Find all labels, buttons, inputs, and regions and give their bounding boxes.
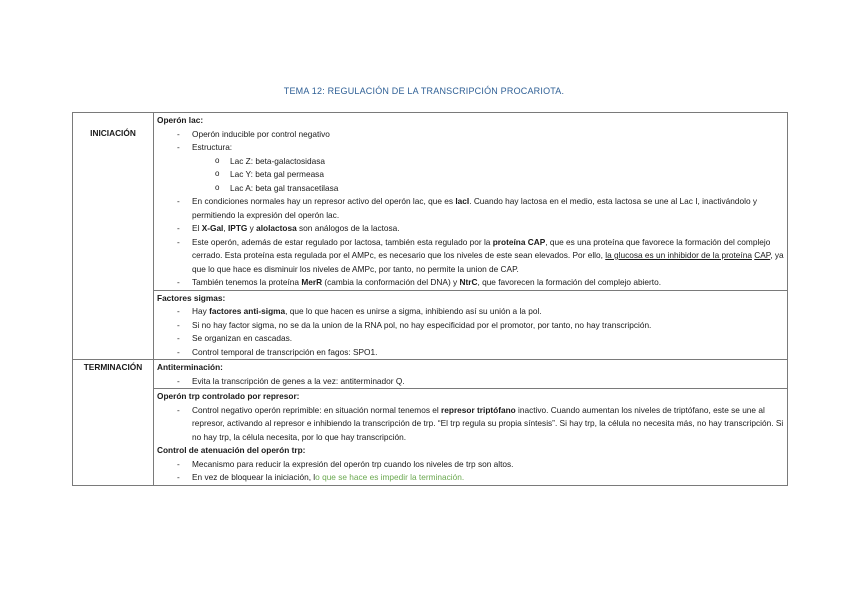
table-row xyxy=(73,290,788,360)
antitermination-cell xyxy=(154,360,788,389)
list-item: - Evita la transcripción de genes a la vez: antiterminador Q. xyxy=(157,375,784,389)
lac-heading: Operón lac: xyxy=(157,115,204,125)
sigma-factors-cell xyxy=(154,290,788,360)
table-row xyxy=(73,360,788,389)
list-item: - Control temporal de transcripción en fagos: SPO1. xyxy=(157,346,784,360)
list-item: - Este operón, además de estar regulado por lactosa, también esta regulado por la proteína CAP, que es una proteína que favorece la formación del complejo cerrado. Esta proteína esta regulada por el AMPc, es necesario que los niveles de este sean elevados. Por ello, la glucosa es un inhibidor de la proteína CAP, ya que lo que hace es disminuir los niveles de AMPc, por tanto, no permite la union de CAP. xyxy=(157,236,784,277)
section-label-iniciacion: INICIACIÓN xyxy=(73,113,154,360)
section-label-terminacion: TERMINACIÓN xyxy=(73,360,154,486)
table-row xyxy=(73,389,788,486)
list-item: - En vez de bloquear la iniciación, lo que se hace es impedir la terminación. xyxy=(157,471,784,485)
list-item: - Control negativo operón reprimible: en situación normal tenemos el represor triptófano inactivo. Cuando aumentan los niveles de triptófano, este se une al represor, activando al represor e inhibiendo la transcripción de trp. “El trp regula su propia síntesis”. Si hay trp, la célula no necesita más, no hay transcripción. Si no hay trp, la célula necesita, por lo que hay transcripción. xyxy=(157,404,784,445)
trp-operon-cell xyxy=(154,389,788,486)
list-item: - Estructura: xyxy=(157,141,784,155)
sub-list-item: o Lac Y: beta gal permeasa xyxy=(157,168,784,182)
list-item: - Operón inducible por control negativo xyxy=(157,128,784,142)
list-item: - En condiciones normales hay un represor activo del operón lac, que es lacI. Cuando hay lactosa en el medio, esta lactosa se une al Lac I, inactivándolo y permitiendo la expresión del operón lac. xyxy=(157,195,784,222)
list-item: - Se organizan en cascadas. xyxy=(157,332,784,346)
content-table xyxy=(72,112,788,486)
list-item: - Si no hay factor sigma, no se da la union de la RNA pol, no hay especificidad por el promotor, por tanto, no hay transcripción. xyxy=(157,319,784,333)
list-item: - Mecanismo para reducir la expresión del operón trp cuando los niveles de trp son altos. xyxy=(157,458,784,472)
list-item: - El X-Gal, IPTG y alolactosa son análogos de la lactosa. xyxy=(157,222,784,236)
table-row xyxy=(73,113,788,291)
trp-heading: Operón trp controlado por represor: xyxy=(157,391,300,401)
antitermination-heading: Antiterminación: xyxy=(157,362,223,372)
list-item: - También tenemos la proteína MerR (cambia la conformación del DNA) y NtrC, que favorecen la formación del complejo abierto. xyxy=(157,276,784,290)
list-item: - Hay factores anti-sigma, que lo que hacen es unirse a sigma, inhibiendo así su unión a la pol. xyxy=(157,305,784,319)
document-title: TEMA 12: REGULACIÓN DE LA TRANSCRIPCIÓN PROCARIOTA. xyxy=(283,86,565,96)
sigma-heading: Factores sigmas: xyxy=(157,292,226,303)
sub-list-item: o Lac Z: beta-galactosidasa xyxy=(157,155,784,169)
attenuation-heading: Control de atenuación del operón trp: xyxy=(157,445,306,455)
lac-operon-cell xyxy=(154,113,788,291)
sub-list-item: o Lac A: beta gal transacetilasa xyxy=(157,182,784,196)
